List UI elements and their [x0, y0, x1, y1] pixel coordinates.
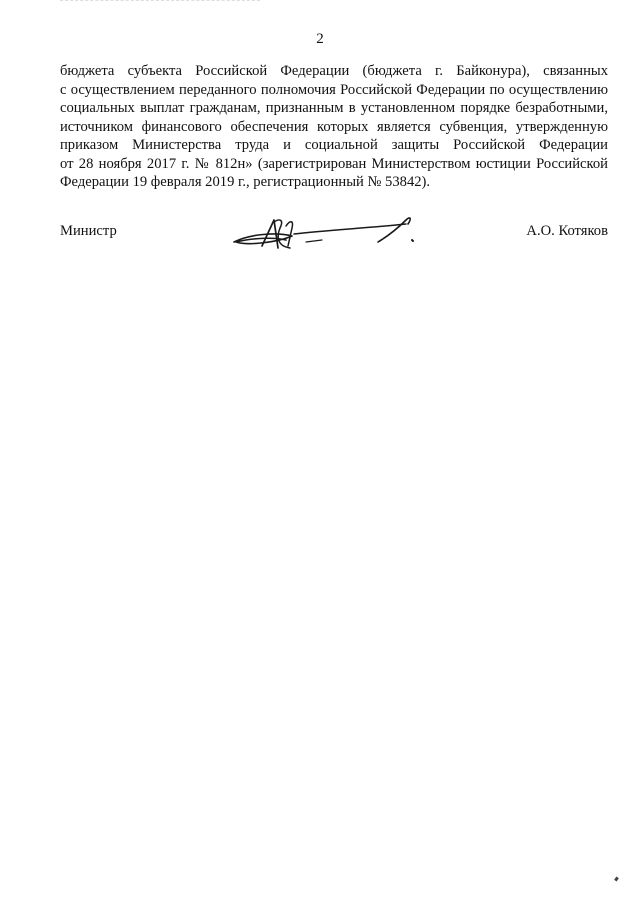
- body-line: приказом Министерства труда и социальной защиты Российской Федерации: [60, 137, 608, 153]
- handwritten-signature: [228, 212, 418, 260]
- body-line: социальных выплат гражданам, признанным в установленном порядке безработными,: [60, 100, 608, 116]
- body-line: от 28 ноября 2017 г. № 812н» (зарегистрирован Министерством юстиции Российской: [60, 155, 608, 172]
- document-body-paragraph: [60, 62, 608, 192]
- signer-name: А.О. Котяков: [526, 223, 608, 239]
- page-number: 2: [316, 31, 324, 47]
- body-line: с осуществлением переданного полномочия Российской Федерации по осуществлению: [60, 81, 608, 98]
- scan-edge-artifact: [60, 0, 260, 4]
- signer-title: Министр: [60, 223, 117, 239]
- scan-speck: [614, 877, 619, 882]
- body-line: бюджета субъекта Российской Федерации (бюджета г. Байконура), связанных: [60, 63, 608, 79]
- signature-block: [60, 212, 608, 262]
- body-line: Федерации 19 февраля 2019 г., регистрационный № 53842).: [60, 174, 431, 190]
- body-line: источником финансового обеспечения которых является субвенция, утвержденную: [60, 118, 608, 135]
